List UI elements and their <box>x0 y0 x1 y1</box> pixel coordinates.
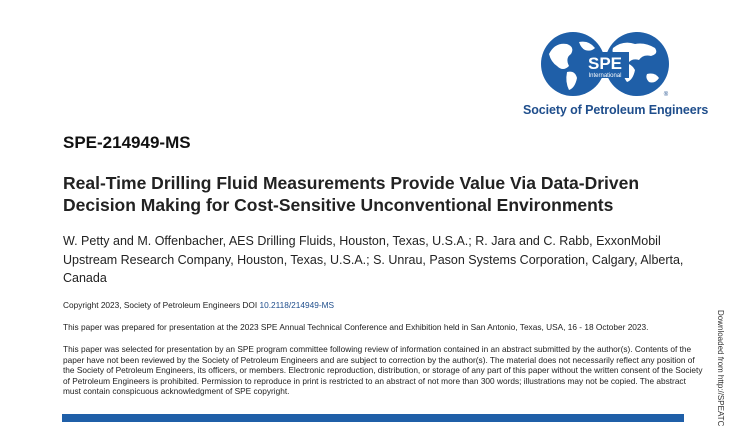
section-divider <box>62 414 684 422</box>
svg-text:®: ® <box>663 92 669 98</box>
doi-link[interactable]: 10.2118/214949-MS <box>259 300 335 310</box>
paper-title: Real-Time Drilling Fluid Measurements Provide Value Via Data-Driven Decision Making for Cost-Sensitive Unconventional Environments <box>63 173 640 215</box>
paper-number: SPE-214949-MS <box>63 133 191 152</box>
svg-text:International: International <box>588 73 622 79</box>
copyright-line <box>63 300 703 311</box>
presentation-note: This paper was prepared for presentation at the 2023 SPE Annual Technical Conference and Exhibition held in San Antonio, Texas, USA, 16 - 18 October 2023. <box>63 322 649 332</box>
download-watermark: Downloaded from http://SPEATC <box>716 310 725 426</box>
organization-name: Society of Petroleum Engineers <box>523 103 709 117</box>
globe-icon <box>539 32 671 98</box>
spe-logo <box>523 32 709 122</box>
author-list: W. Petty and M. Offenbacher, AES Drilling Fluids, Houston, Texas, U.S.A.; R. Jara and C. Rabb, ExxonMobil Upstream Research Company, Houston, Texas, U.S.A.; S. Unrau, Pason Systems Corporation, Calgary, Alberta, Canada <box>63 234 684 285</box>
svg-text:SPE: SPE <box>587 54 623 73</box>
disclaimer-paragraph: This paper was selected for presentation by an SPE program committee following review of information contained in an abstract submitted by the author(s). Contents of the paper have not been reviewed by the Society of Petroleum Engineers and are subject to correction by the author(s). The material does not necessarily reflect any position of the Society of Petroleum Engineers, its officers, or members. Electronic reproduction, distribution, or storage of any part of this paper without the written consent of the Society of Petroleum Engineers is prohibited. Permission to reproduce in print is restricted to an abstract of not more than 300 words; illustrations may not be copied. The abstract must contain conspicuous acknowledgment of SPE copyright. <box>63 344 703 397</box>
copyright-text: Copyright 2023, Society of Petroleum Engineers DOI <box>63 300 258 310</box>
